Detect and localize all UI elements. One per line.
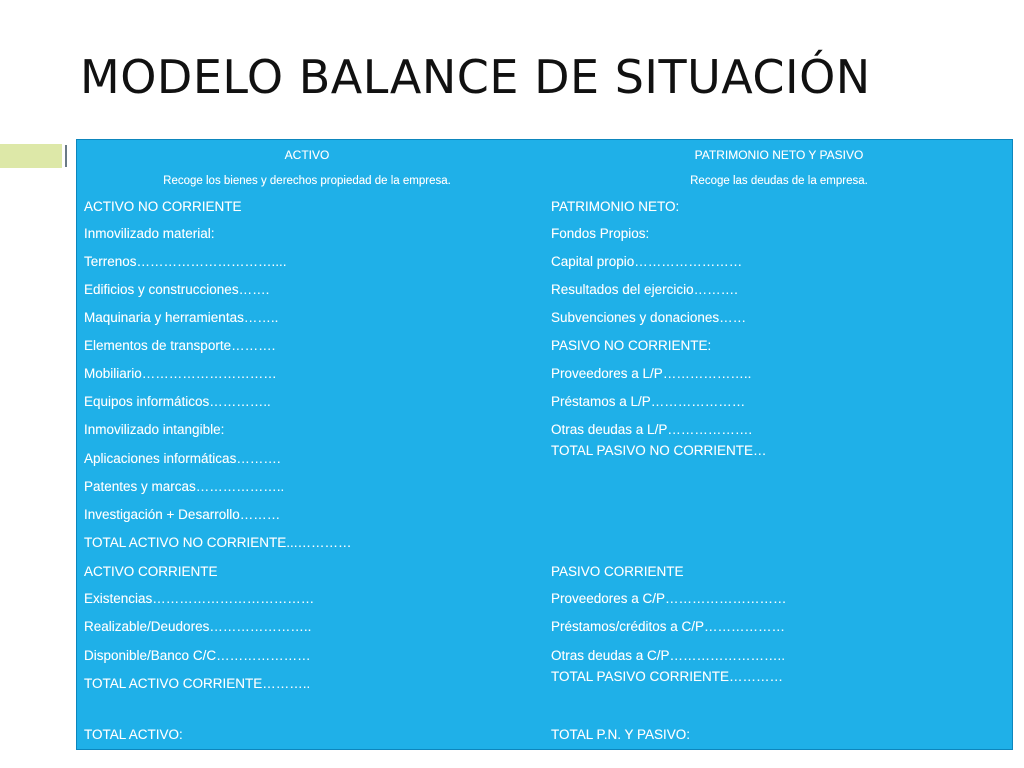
pasivo-grand-total: TOTAL P.N. Y PASIVO: bbox=[551, 727, 691, 742]
pasivo-line: Capital propio…………………… bbox=[551, 254, 743, 269]
activo-line: Aplicaciones informáticas………. bbox=[84, 451, 281, 466]
activo-grand-total: TOTAL ACTIVO: bbox=[84, 727, 183, 742]
activo-line: Elementos de transporte………. bbox=[84, 338, 276, 353]
balance-table bbox=[76, 139, 1013, 750]
activo-line: Disponible/Banco C/C………………… bbox=[84, 648, 311, 663]
pasivo-line: PASIVO NO CORRIENTE: bbox=[551, 338, 712, 353]
activo-line: ACTIVO CORRIENTE bbox=[84, 564, 218, 579]
pasivo-line: Proveedores a C/P……………………… bbox=[551, 591, 787, 606]
pasivo-line: PATRIMONIO NETO: bbox=[551, 199, 680, 214]
accent-divider bbox=[65, 145, 67, 167]
activo-line: Equipos informáticos………….. bbox=[84, 394, 271, 409]
activo-line: Realizable/Deudores………………….. bbox=[84, 619, 312, 634]
pasivo-header: PATRIMONIO NETO Y PASIVO bbox=[694, 148, 864, 162]
pasivo-line: Proveedores a L/P……………….. bbox=[551, 366, 752, 381]
pasivo-line: PASIVO CORRIENTE bbox=[551, 564, 684, 579]
activo-line: Terrenos………………………….... bbox=[84, 254, 287, 269]
pasivo-total-line: TOTAL PASIVO CORRIENTE………… bbox=[551, 669, 784, 684]
accent-bar bbox=[0, 144, 62, 168]
slide-title: MODELO BALANCE DE SITUACIÓN bbox=[80, 50, 871, 104]
activo-subtitle: Recoge los bienes y derechos propiedad de la empresa. bbox=[163, 175, 451, 187]
pasivo-line: Fondos Propios: bbox=[551, 226, 650, 241]
pasivo-total-line: TOTAL PASIVO NO CORRIENTE… bbox=[551, 443, 767, 458]
activo-line: Maquinaria y herramientas…….. bbox=[84, 310, 279, 325]
activo-line: Inmovilizado material: bbox=[84, 226, 215, 241]
pasivo-line: Otras deudas a L/P………………. bbox=[551, 422, 753, 437]
pasivo-line: Otras deudas a C/P…………………….. bbox=[551, 648, 786, 663]
activo-line: Existencias……………………………… bbox=[84, 591, 315, 606]
activo-total-line: TOTAL ACTIVO CORRIENTE……….. bbox=[84, 676, 311, 691]
activo-line: Investigación + Desarrollo……… bbox=[84, 507, 281, 522]
activo-line: Edificios y construcciones……. bbox=[84, 282, 270, 297]
pasivo-subtitle: Recoge las deudas de la empresa. bbox=[690, 175, 868, 187]
activo-total-line: TOTAL ACTIVO NO CORRIENTE...………… bbox=[84, 535, 352, 550]
activo-header: ACTIVO bbox=[284, 148, 330, 162]
activo-line: ACTIVO NO CORRIENTE bbox=[84, 199, 242, 214]
pasivo-line: Préstamos/créditos a C/P……………… bbox=[551, 619, 786, 634]
pasivo-line: Subvenciones y donaciones…… bbox=[551, 310, 747, 325]
pasivo-line: Resultados del ejercicio………. bbox=[551, 282, 738, 297]
activo-line: Patentes y marcas……………….. bbox=[84, 479, 285, 494]
pasivo-line: Préstamos a L/P………………… bbox=[551, 394, 746, 409]
activo-line: Inmovilizado intangible: bbox=[84, 422, 225, 437]
activo-line: Mobiliario………………………… bbox=[84, 366, 277, 381]
